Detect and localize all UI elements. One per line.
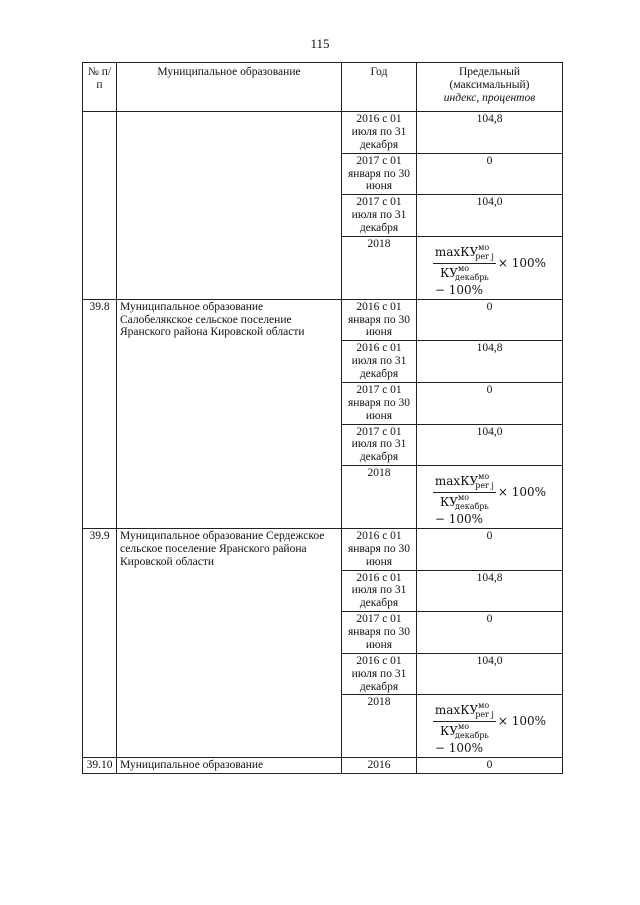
header-mo: Муниципальное образование bbox=[117, 63, 342, 112]
formula-minus: − 100% bbox=[434, 282, 484, 297]
table-row bbox=[83, 112, 563, 154]
index-cell bbox=[417, 466, 563, 529]
index-table bbox=[82, 62, 563, 774]
formula-fraction bbox=[433, 702, 496, 741]
year-cell: 2018 bbox=[342, 236, 417, 299]
formula-times: × 100% bbox=[497, 714, 547, 729]
formula-minus: − 100% bbox=[434, 741, 484, 756]
formula-times: × 100% bbox=[497, 484, 547, 499]
year-cell: 2017 с 01 июля по 31 декабря bbox=[342, 424, 417, 466]
year-cell: 2017 с 01 января по 30 июня bbox=[342, 382, 417, 424]
num-cell: 39.10 bbox=[83, 758, 117, 774]
header-year: Год bbox=[342, 63, 417, 112]
year-cell: 2016 bbox=[342, 758, 417, 774]
index-formula bbox=[433, 244, 546, 297]
year-cell: 2016 с 01 июля по 31 декабря bbox=[342, 653, 417, 695]
formula-numerator: maxКУ$^{мо}_{per j}$ bbox=[433, 473, 496, 493]
index-formula bbox=[433, 473, 546, 526]
index-cell: 0 bbox=[417, 612, 563, 654]
index-cell: 104,0 bbox=[417, 653, 563, 695]
index-cell: 104,0 bbox=[417, 195, 563, 237]
table-row bbox=[83, 528, 563, 570]
index-cell: 0 bbox=[417, 299, 563, 341]
formula-numerator: maxКУ$^{мо}_{per j}$ bbox=[433, 702, 496, 722]
formula-fraction bbox=[433, 473, 496, 512]
formula-times: × 100% bbox=[497, 255, 547, 270]
mo-cell bbox=[117, 112, 342, 300]
formula-denominator: $КУ^{мо}_{декабрь}$ bbox=[440, 493, 489, 512]
index-cell: 0 bbox=[417, 528, 563, 570]
index-cell: 104,0 bbox=[417, 424, 563, 466]
year-cell: 2017 с 01 января по 30 июня bbox=[342, 153, 417, 195]
mo-cell: Муниципальное образование Салобелякское сельское поселение Яранского района Кировской области bbox=[117, 299, 342, 528]
index-cell bbox=[417, 695, 563, 758]
formula-denominator: $КУ^{мо}_{декабрь}$ bbox=[440, 722, 489, 741]
index-cell: 104,8 bbox=[417, 341, 563, 383]
page-number: 115 bbox=[310, 36, 330, 51]
header-num: № п/п bbox=[83, 63, 117, 112]
table-row bbox=[83, 758, 563, 774]
year-cell: 2016 с 01 января по 30 июня bbox=[342, 299, 417, 341]
index-cell: 0 bbox=[417, 382, 563, 424]
year-cell: 2016 с 01 июля по 31 декабря bbox=[342, 341, 417, 383]
year-cell: 2016 с 01 января по 30 июня bbox=[342, 528, 417, 570]
num-cell: 39.8 bbox=[83, 299, 117, 528]
index-formula bbox=[433, 702, 546, 755]
formula-fraction bbox=[433, 244, 496, 283]
num-cell: 39.9 bbox=[83, 528, 117, 757]
header-index-line1: Предельный (максимальный) bbox=[449, 66, 530, 91]
year-cell: 2017 с 01 июля по 31 декабря bbox=[342, 195, 417, 237]
index-cell: 0 bbox=[417, 758, 563, 774]
header-index bbox=[417, 63, 563, 112]
table-row bbox=[83, 299, 563, 341]
header-index-line2: индекс, процентов bbox=[443, 91, 536, 104]
year-cell: 2018 bbox=[342, 466, 417, 529]
index-cell: 104,8 bbox=[417, 112, 563, 154]
formula-minus: − 100% bbox=[434, 512, 484, 527]
table-header-row bbox=[83, 63, 563, 112]
mo-cell: Муниципальное образование Сердежское сельское поселение Яранского района Кировской области bbox=[117, 528, 342, 757]
num-cell bbox=[83, 112, 117, 300]
year-cell: 2017 с 01 января по 30 июня bbox=[342, 612, 417, 654]
index-cell bbox=[417, 236, 563, 299]
year-cell: 2018 bbox=[342, 695, 417, 758]
year-cell: 2016 с 01 июля по 31 декабря bbox=[342, 570, 417, 612]
formula-numerator: maxКУ$^{мо}_{per j}$ bbox=[433, 244, 496, 264]
index-cell: 0 bbox=[417, 153, 563, 195]
formula-denominator: $КУ^{мо}_{декабрь}$ bbox=[440, 263, 489, 282]
index-cell: 104,8 bbox=[417, 570, 563, 612]
mo-cell: Муниципальное образование bbox=[117, 758, 342, 774]
year-cell: 2016 с 01 июля по 31 декабря bbox=[342, 112, 417, 154]
